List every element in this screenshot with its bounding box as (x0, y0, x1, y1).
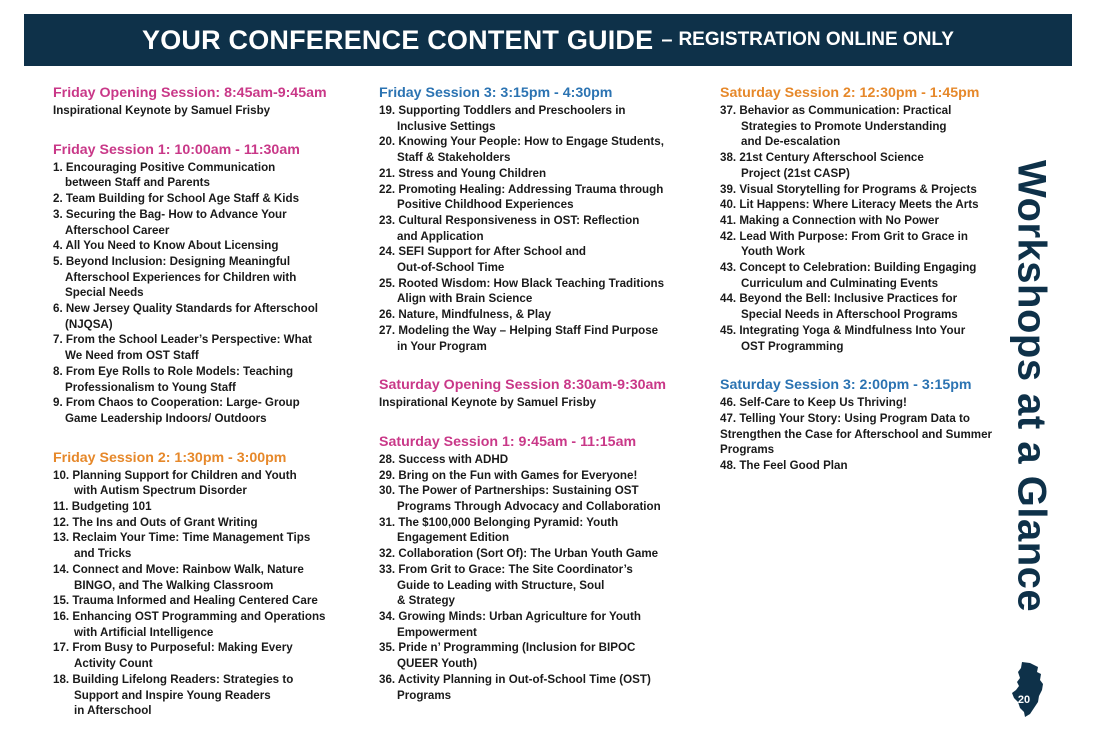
new-jersey-map-icon (1008, 660, 1048, 720)
column-friday-saturday (379, 84, 689, 703)
banner-title: YOUR CONFERENCE CONTENT GUIDE (142, 24, 654, 55)
workshop-title: 40. Lit Happens: Where Literacy Meets the Arts (720, 198, 979, 212)
workshop-title-continued: with Artificial Intelligence (74, 625, 214, 639)
workshop-title-continued: We Need from OST Staff (65, 349, 199, 363)
workshop-title-continued: QUEER Youth) (397, 657, 478, 671)
workshop-title-continued: Support and Inspire Young Readers (74, 688, 271, 702)
workshop-item (53, 254, 353, 301)
workshop-title: 18. Building Lifelong Readers: Strategies to (53, 672, 294, 686)
workshop-item (379, 134, 689, 165)
workshop-title-continued: in Your Program (397, 339, 487, 353)
workshop-title: 14. Connect and Move: Rainbow Walk, Nature (53, 562, 304, 576)
workshop-title: 10. Planning Support for Children and Youth (53, 468, 297, 482)
workshop-item (379, 452, 689, 468)
workshop-list (53, 160, 353, 427)
workshop-item (379, 640, 689, 671)
workshop-item (379, 323, 689, 354)
workshop-title: 11. Budgeting 101 (53, 500, 152, 514)
keynote-line: Inspirational Keynote by Samuel Frisby (379, 396, 597, 410)
workshop-item (379, 483, 689, 514)
workshop-title: 30. The Power of Partnerships: Sustaining OST (379, 484, 639, 498)
workshop-item (379, 103, 689, 134)
workshop-title-continued: Youth Work (741, 245, 805, 259)
section-heading-saturday-opening: Saturday Opening Session 8:30am-9:30am (379, 377, 667, 394)
workshop-item (720, 291, 1010, 322)
workshop-item (379, 672, 689, 703)
workshop-title: 26. Nature, Mindfulness, & Play (379, 308, 552, 322)
workshop-title: 36. Activity Planning in Out-of-School Time (OST) (379, 672, 651, 686)
keynote-line: Inspirational Keynote by Samuel Frisby (53, 104, 271, 117)
section-heading-saturday-session-3: Saturday Session 3: 2:00pm - 3:15pm (720, 377, 972, 394)
workshop-title-continued: OST Programming (741, 339, 844, 353)
workshop-title-continued: & Strategy (397, 594, 455, 608)
banner-subtitle: REGISTRATION ONLINE ONLY (678, 29, 954, 50)
workshop-title-continued: in Afterschool (74, 704, 152, 718)
workshop-item (720, 458, 1010, 474)
workshop-title: 33. From Grit to Grace: The Site Coordinator’s (379, 562, 633, 576)
workshop-title-continued: Align with Brain Science (397, 292, 533, 306)
workshop-item (720, 182, 1010, 198)
workshop-title: 15. Trauma Informed and Healing Centered Care (53, 594, 318, 608)
workshop-title: 47. Telling Your Story: Using Program Data to (720, 411, 970, 425)
workshop-title-continued: Guide to Leading with Structure, Soul (397, 578, 605, 592)
workshop-item (53, 238, 353, 254)
workshop-item (53, 191, 353, 207)
workshop-item (379, 182, 689, 213)
workshop-item (53, 207, 353, 238)
workshop-title: 8. From Eye Rolls to Role Models: Teaching (53, 364, 294, 378)
workshop-title: 19. Supporting Toddlers and Preschoolers in (379, 104, 626, 117)
workshop-title: 12. The Ins and Outs of Grant Writing (53, 515, 258, 529)
workshop-title-continued: Engagement Edition (397, 531, 510, 545)
workshop-title-continued: Activity Count (74, 657, 153, 671)
workshop-title-continued: Afterschool Career (65, 223, 170, 237)
workshop-item (379, 562, 689, 609)
workshop-title-continued: Professionalism to Young Staff (65, 380, 236, 394)
workshop-title-continued: Inclusive Settings (397, 119, 496, 133)
workshop-title: 44. Beyond the Bell: Inclusive Practices for (720, 292, 958, 306)
workshop-title: 43. Concept to Celebration: Building Engaging (720, 261, 977, 275)
workshop-item (379, 276, 689, 307)
workshop-title: 6. New Jersey Quality Standards for Afterschool (53, 302, 319, 316)
workshop-item (379, 468, 689, 484)
workshop-item (720, 213, 1010, 229)
workshop-title: 24. SEFI Support for After School and (379, 245, 586, 259)
banner-separator: – (661, 28, 673, 51)
workshop-item (53, 468, 353, 499)
workshop-title-continued: Staff & Stakeholders (397, 151, 511, 165)
workshop-title: 20. Knowing Your People: How to Engage Students, (379, 135, 664, 149)
workshop-title-continued: Programs (397, 688, 452, 702)
workshop-item (720, 197, 1010, 213)
header-banner (24, 14, 1072, 66)
workshop-title-continued: Out-of-School Time (397, 261, 505, 275)
workshop-title-continued: and Application (397, 229, 484, 243)
workshop-title: 25. Rooted Wisdom: How Black Teaching Traditions (379, 276, 665, 290)
workshop-title-continued: (NJQSA) (65, 317, 113, 331)
workshop-item (720, 103, 1010, 150)
workshop-list (53, 468, 353, 719)
workshop-item (53, 593, 353, 609)
workshop-title: 35. Pride n’ Programming (Inclusion for BIPOC (379, 641, 636, 655)
workshop-title: 39. Visual Storytelling for Programs & Projects (720, 182, 977, 196)
workshop-item (53, 672, 353, 719)
workshop-item (720, 229, 1010, 260)
workshop-list (720, 103, 1010, 354)
workshop-title: 29. Bring on the Fun with Games for Everyone! (379, 468, 638, 482)
workshop-title: 32. Collaboration (Sort Of): The Urban Youth Game (379, 547, 659, 561)
section-heading-saturday-session-1: Saturday Session 1: 9:45am - 11:15am (379, 433, 637, 450)
workshop-title-continued: Afterschool Experiences for Children with (65, 270, 297, 284)
workshop-title: 46. Self-Care to Keep Us Thriving! (720, 396, 907, 410)
workshop-title: 34. Growing Minds: Urban Agriculture for Youth (379, 609, 641, 623)
workshop-title: 13. Reclaim Your Time: Time Management Tips (53, 531, 311, 545)
side-title: Workshops at a Glance (1009, 160, 1054, 613)
workshop-item (53, 301, 353, 332)
workshop-title: 5. Beyond Inclusion: Designing Meaningful (53, 254, 291, 268)
workshop-title-continued: with Autism Spectrum Disorder (74, 484, 247, 498)
workshop-item (53, 364, 353, 395)
workshop-item (379, 166, 689, 182)
workshop-item (379, 213, 689, 244)
workshop-title: 28. Success with ADHD (379, 452, 509, 466)
section-heading-saturday-session-2: Saturday Session 2: 12:30pm - 1:45pm (720, 85, 980, 101)
workshop-item (720, 411, 1010, 458)
workshop-item (53, 530, 353, 561)
workshop-title: 48. The Feel Good Plan (720, 459, 848, 473)
workshop-item (720, 395, 1010, 411)
workshop-title-continued: Programs (720, 443, 775, 457)
workshop-title-continued: between Staff and Parents (65, 176, 210, 190)
workshop-list (379, 452, 689, 703)
workshop-item (53, 562, 353, 593)
workshop-title-continued: Project (21st CASP) (741, 166, 850, 180)
workshop-item (379, 307, 689, 323)
workshop-item (379, 515, 689, 546)
workshop-title-continued: Strategies to Promote Understanding (741, 119, 947, 133)
workshop-title-continued: Game Leadership Indoors/ Outdoors (65, 411, 267, 425)
workshop-title: 1. Encouraging Positive Communication (53, 160, 276, 174)
section-heading-friday-session-1: Friday Session 1: 10:00am - 11:30am (53, 141, 300, 158)
workshop-title: 17. From Busy to Purposeful: Making Every (53, 641, 293, 655)
workshop-title-continued: BINGO, and The Walking Classroom (74, 578, 274, 592)
workshop-item (379, 546, 689, 562)
workshop-item (53, 499, 353, 515)
workshop-title: 16. Enhancing OST Programming and Operations (53, 609, 326, 623)
workshop-title: 7. From the School Leader’s Perspective: What (53, 333, 312, 347)
workshop-list (720, 395, 1010, 474)
workshop-item (720, 260, 1010, 291)
workshop-title: 23. Cultural Responsiveness in OST: Reflection (379, 213, 640, 227)
column-friday (53, 84, 353, 719)
workshop-title: 31. The $100,000 Belonging Pyramid: Youth (379, 515, 619, 529)
workshop-title: 4. All You Need to Know About Licensing (53, 239, 279, 253)
workshop-title: 45. Integrating Yoga & Mindfulness Into Your (720, 323, 966, 337)
workshop-item (53, 160, 353, 191)
workshop-title: 22. Promoting Healing: Addressing Trauma through (379, 182, 664, 196)
workshop-title-continued: Special Needs in Afterschool Programs (741, 308, 958, 322)
workshop-title: 27. Modeling the Way – Helping Staff Find Purpose (379, 323, 659, 337)
workshop-item (53, 609, 353, 640)
workshop-title: 38. 21st Century Afterschool Science (720, 151, 924, 165)
workshop-item (53, 395, 353, 426)
workshop-item (53, 332, 353, 363)
workshop-title: 41. Making a Connection with No Power (720, 213, 940, 227)
workshop-item (720, 150, 1010, 181)
workshop-item (53, 640, 353, 671)
workshop-title: 3. Securing the Bag- How to Advance Your (53, 207, 287, 221)
workshop-item (379, 244, 689, 275)
workshop-title-continued: Programs Through Advocacy and Collaboration (397, 500, 661, 514)
workshop-title: 21. Stress and Young Children (379, 166, 547, 180)
workshop-title: 2. Team Building for School Age Staff & Kids (53, 192, 300, 206)
workshop-title-continued: and De-escalation (741, 135, 841, 149)
workshop-title-continued: Special Needs (65, 286, 144, 300)
workshop-title-continued: Curriculum and Culminating Events (741, 276, 939, 290)
workshop-title-continued: Strengthen the Case for Afterschool and Summer (720, 427, 993, 441)
workshop-item (53, 515, 353, 531)
section-heading-friday-opening: Friday Opening Session: 8:45am-9:45am (53, 85, 327, 101)
section-heading-friday-session-2: Friday Session 2: 1:30pm - 3:00pm (53, 449, 287, 466)
workshop-list (379, 103, 689, 354)
workshop-title: 37. Behavior as Communication: Practical (720, 104, 952, 117)
workshop-title-continued: Empowerment (397, 625, 477, 639)
workshop-item (379, 609, 689, 640)
workshop-title: 9. From Chaos to Cooperation: Large- Group (53, 396, 300, 410)
page-number: 20 (1017, 694, 1031, 706)
workshop-title-continued: and Tricks (74, 547, 132, 561)
column-saturday (720, 84, 1010, 474)
workshop-title: 42. Lead With Purpose: From Grit to Grace in (720, 229, 968, 243)
section-heading-friday-session-3: Friday Session 3: 3:15pm - 4:30pm (379, 85, 613, 101)
workshop-title-continued: Positive Childhood Experiences (397, 198, 574, 212)
workshop-item (720, 323, 1010, 354)
